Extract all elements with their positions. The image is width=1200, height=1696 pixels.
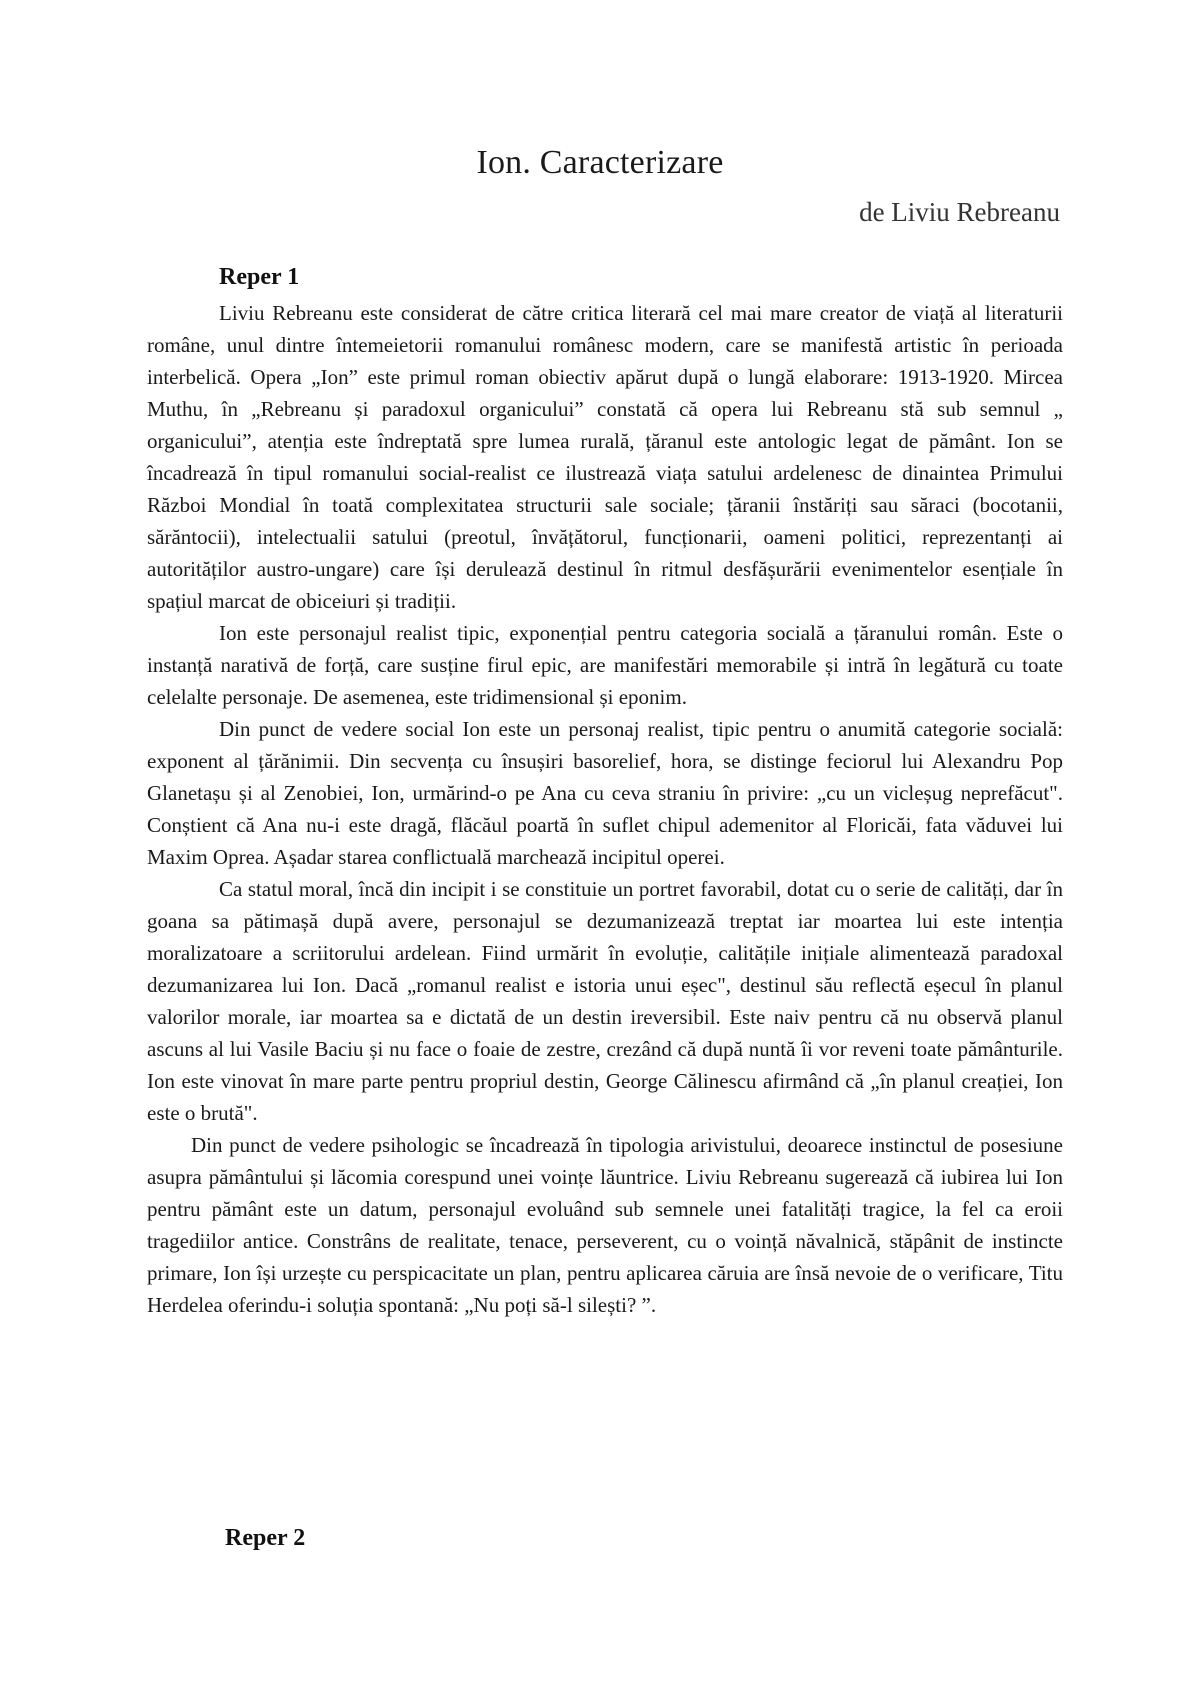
- paragraph: Din punct de vedere psihologic se încadrează în tipologia arivistului, deoarece instinctul de posesiune asupra pământului și lăcomia corespund unei voințe lăuntrice. Liviu Rebreanu sugerează că iubirea lui Ion pentru pământ este un datum, personajul evoluând sub semnele unei fatalități tragice, la fel ca eroii tragediilor antice. Constrâns de realitate, tenace, perseverent, cu o voință năvalnică, stăpânit de instincte primare, Ion își urzește cu perspicacitate un plan, pentru aplicarea căruia are însă nevoie de o verificare, Titu Herdelea oferindu-i soluția spontană: „Nu poți să-l silești? ”.: [147, 1133, 1063, 1317]
- document-author: de Liviu Rebreanu: [859, 197, 1060, 227]
- paragraph: Ca statul moral, încă din incipit i se constituie un portret favorabil, dotat cu o serie de calități, dar în goana sa pătimașă după avere, personajul se dezumanizează treptat iar moartea lui este intenția moralizatoare a scriitorului ardelean. Fiind urmărit în evoluție, calitățile inițiale alimentează paradoxal dezumanizarea lui Ion. Dacă „romanul realist e istoria unui eșec", destinul său reflectă eșecul în planul valorilor morale, iar moartea sa e dictată de un destin ireversibil. Este naiv pentru că nu observă planul ascuns al lui Vasile Baciu și nu face o foaie de zestre, crezând că după nuntă îi vor reveni toate pământurile. Ion este vinovat în mare parte pentru propriul destin, George Călinescu afirmând că „în planul creației, Ion este o brută".: [147, 877, 1063, 1125]
- paragraph: Liviu Rebreanu este considerat de către critica literară cel mai mare creator de viață al literaturii române, unul dintre întemeietorii romanului românesc modern, care se manifestă artistic în perioada interbelică. Opera „Ion” este primul roman obiectiv apărut după o lungă elaborare: 1913-1920. Mircea Muthu, în „Rebreanu și paradoxul organicului” constată că opera lui Rebreanu stă sub semnul „ organicului”, atenția este îndreptată spre lumea rurală, țăranul este antologic legat de pământ. Ion se încadrează în tipul romanului social-realist ce ilustrează viața satului ardelenesc de dinaintea Primului Război Mondial în toată complexitatea structurii sale sociale; țăranii înstăriți sau săraci (bocotanii, sărăntocii), intelectualii satului (preotul, învățătorul, funcționarii, oameni politici, reprezentanți ai autorităților austro-ungare) care își derulează destinul în ritmul desfășurării evenimentelor esențiale în spațiul marcat de obiceiuri și tradiții.: [147, 301, 1063, 613]
- document-title: Ion. Caracterizare: [476, 144, 724, 181]
- section-heading-reper-2: Reper 2: [225, 1525, 306, 1551]
- section-body-reper-1: [147, 297, 1063, 1321]
- paragraph: Din punct de vedere social Ion este un personaj realist, tipic pentru o anumită categorie socială: exponent al țărănimii. Din secvența cu însușiri basorelief, hora, se distinge feciorul lui Alexandru Pop Glanetașu și al Zenobiei, Ion, urmărind-o pe Ana cu ceva straniu în privire: „cu un vicleșug neprefăcut". Conștient că Ana nu-i este dragă, flăcăul poartă în suflet chipul ademenitor al Floricăi, fata văduvei lui Maxim Oprea. Așadar starea conflictuală marchează incipitul operei.: [147, 717, 1063, 869]
- paragraph: Ion este personajul realist tipic, exponențial pentru categoria socială a țăranului român. Este o instanță narativă de forță, care susține firul epic, are manifestări memorabile și intră în legătură cu toate celelalte personaje. De asemenea, este tridimensional și eponim.: [147, 621, 1063, 709]
- section-heading-reper-1: Reper 1: [219, 264, 300, 290]
